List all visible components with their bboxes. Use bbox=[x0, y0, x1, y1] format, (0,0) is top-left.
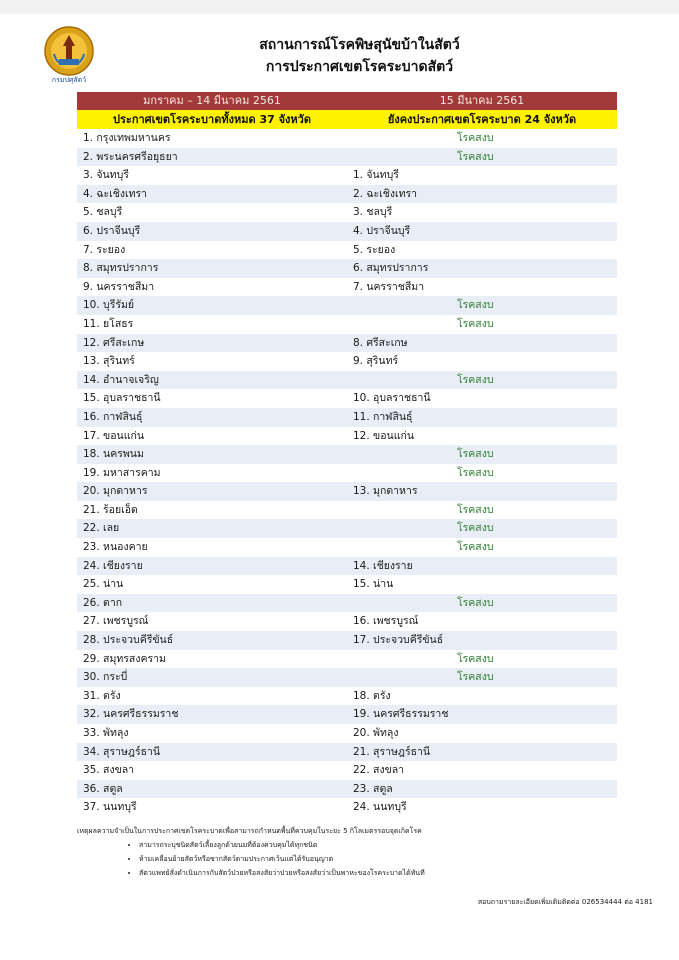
province-right-cell bbox=[347, 594, 617, 613]
status-label: โรคสงบ bbox=[457, 448, 494, 461]
province-left: 11. ยโสธร bbox=[83, 317, 134, 330]
province-right-cell bbox=[347, 687, 617, 706]
province-left: 6. ปราจีนบุรี bbox=[83, 224, 141, 237]
province-right: 16. เพชรบูรณ์ bbox=[353, 615, 419, 628]
province-left: 22. เลย bbox=[83, 522, 120, 535]
note-item: • สามารถระบุชนิดสัตว์เลี้ยงลูกด้วยนมที่ต้องควบคุมได้ทุกชนิด bbox=[139, 840, 637, 851]
table-row bbox=[77, 371, 617, 390]
province-left: 30. กระบี่ bbox=[83, 671, 128, 684]
status-label: โรคสงบ bbox=[457, 466, 494, 479]
province-right: 9. สุรินทร์ bbox=[353, 355, 399, 368]
province-left: 21. ร้อยเอ็ด bbox=[83, 503, 138, 516]
notes-section bbox=[77, 826, 637, 882]
province-left: 9. นครราชสีมา bbox=[83, 280, 155, 293]
province-right-cell bbox=[347, 482, 617, 501]
province-right: 22. สงขลา bbox=[353, 764, 405, 777]
status-label: โรคสงบ bbox=[457, 299, 494, 312]
table-row bbox=[77, 445, 617, 464]
province-right-cell bbox=[347, 427, 617, 446]
province-right: 12. ขอนแก่น bbox=[353, 429, 415, 442]
province-right-cell bbox=[347, 631, 617, 650]
date-header-row bbox=[77, 92, 617, 110]
province-right-cell bbox=[347, 557, 617, 576]
province-left: 10. บุรีรัมย์ bbox=[83, 299, 135, 312]
province-right-cell bbox=[347, 519, 617, 538]
province-right: 3. ชลบุรี bbox=[353, 206, 393, 219]
province-right: 13. มุกดาหาร bbox=[353, 485, 418, 498]
table-row bbox=[77, 427, 617, 446]
page-title: สถานการณ์โรคพิษสุนัขบ้าในสัตว์ bbox=[259, 37, 460, 53]
province-left: 4. ฉะเชิงเทรา bbox=[83, 187, 148, 200]
province-left: 23. หนองคาย bbox=[83, 541, 148, 554]
province-left: 15. อุบลราชธานี bbox=[83, 392, 161, 405]
province-left: 28. ประจวบคีรีขันธ์ bbox=[83, 634, 174, 647]
province-right: 10. อุบลราชธานี bbox=[353, 392, 431, 405]
province-right-cell bbox=[347, 408, 617, 427]
province-right: 21. สุราษฎร์ธานี bbox=[353, 745, 431, 758]
province-left: 37. นนทบุรี bbox=[83, 801, 137, 814]
province-right-cell bbox=[347, 650, 617, 669]
contact-info: สอบถามรายละเอียดเพิ่มเติมติดต่อ 026534444 ต่อ 4181 bbox=[477, 898, 653, 906]
top-strip bbox=[0, 0, 679, 14]
table-row bbox=[77, 296, 617, 315]
province-right-cell bbox=[347, 278, 617, 297]
province-left: 1. กรุงเทพมหานคร bbox=[83, 132, 171, 144]
note-item: • สัตวแพทย์สั่งดำเนินการกับสัตว์ป่วยหรือสงสัยว่าป่วยหรือสงสัยว่าเป็นพาหะของโรคระบาดได้ทันที bbox=[139, 868, 637, 879]
province-left: 18. นครพนม bbox=[83, 448, 144, 461]
province-right: 8. ศรีสะเกษ bbox=[353, 336, 408, 349]
province-left: 3. จันทบุรี bbox=[83, 169, 129, 182]
province-left: 12. ศรีสะเกษ bbox=[83, 336, 145, 349]
table-row bbox=[77, 687, 617, 706]
province-left: 31. ตรัง bbox=[83, 689, 121, 702]
province-right-cell bbox=[347, 464, 617, 483]
province-right: 17. ประจวบคีรีขันธ์ bbox=[353, 634, 444, 647]
page-subtitle: การประกาศเขตโรคระบาดสัตว์ bbox=[265, 59, 454, 75]
province-right: 6. สมุทรปราการ bbox=[353, 262, 429, 275]
province-right: 11. กาฬสินธุ์ bbox=[353, 410, 413, 423]
province-right-cell bbox=[347, 668, 617, 687]
province-left: 2. พระนครศรีอยุธยา bbox=[83, 150, 178, 163]
province-right-cell bbox=[347, 222, 617, 241]
table-row bbox=[77, 129, 617, 148]
table-row bbox=[77, 334, 617, 353]
province-right-cell bbox=[347, 389, 617, 408]
province-right-cell bbox=[347, 371, 617, 390]
province-right-cell bbox=[347, 241, 617, 260]
note-item: • ห้ามเคลื่อนย้ายสัตว์หรือซากสัตว์ตามประกาศเว้นแต่ได้รับอนุญาต bbox=[139, 854, 637, 865]
table-row bbox=[77, 408, 617, 427]
province-left: 32. นครศรีธรรมราช bbox=[83, 708, 179, 721]
province-right-cell bbox=[347, 352, 617, 371]
table-row bbox=[77, 203, 617, 222]
table-row bbox=[77, 278, 617, 297]
province-right-cell bbox=[347, 780, 617, 799]
province-right-cell bbox=[347, 575, 617, 594]
status-label: โรคสงบ bbox=[457, 522, 494, 535]
table-row bbox=[77, 668, 617, 687]
province-right-cell bbox=[347, 259, 617, 278]
province-left: 20. มุกดาหาร bbox=[83, 485, 148, 498]
province-right: 15. น่าน bbox=[353, 578, 394, 591]
province-right: 4. ปราจีนบุรี bbox=[353, 224, 411, 237]
province-right: 23. สตูล bbox=[353, 782, 393, 795]
province-right-cell bbox=[347, 166, 617, 185]
table-row bbox=[77, 557, 617, 576]
table-row bbox=[77, 185, 617, 204]
table-row bbox=[77, 352, 617, 371]
province-right-cell bbox=[347, 148, 617, 167]
province-left: 7. ระยอง bbox=[83, 243, 126, 256]
table-row bbox=[77, 743, 617, 762]
province-left: 16. กาฬสินธุ์ bbox=[83, 410, 143, 423]
table-row bbox=[77, 594, 617, 613]
status-label: โรคสงบ bbox=[457, 132, 494, 144]
province-table bbox=[77, 92, 617, 817]
table-row bbox=[77, 761, 617, 780]
province-right: 7. นครราชสีมา bbox=[353, 280, 425, 293]
province-right-cell bbox=[347, 705, 617, 724]
province-left: 35. สงขลา bbox=[83, 764, 135, 777]
table-row bbox=[77, 519, 617, 538]
province-left: 19. มหาสารคาม bbox=[83, 466, 161, 479]
province-right-cell bbox=[347, 315, 617, 334]
table-row bbox=[77, 148, 617, 167]
province-right: 19. นครศรีธรรมราช bbox=[353, 708, 449, 721]
province-right-cell bbox=[347, 761, 617, 780]
province-right: 1. จันทบุรี bbox=[353, 169, 399, 182]
province-right-cell bbox=[347, 724, 617, 743]
province-right-cell bbox=[347, 612, 617, 631]
province-right: 24. นนทบุรี bbox=[353, 801, 407, 814]
province-right: 5. ระยอง bbox=[353, 243, 396, 256]
province-left: 14. อำนาจเจริญ bbox=[83, 373, 159, 386]
status-label: โรคสงบ bbox=[457, 317, 494, 330]
province-right-cell bbox=[347, 185, 617, 204]
status-label: โรคสงบ bbox=[457, 596, 494, 609]
province-left: 5. ชลบุรี bbox=[83, 206, 123, 219]
table-row bbox=[77, 315, 617, 334]
province-left: 29. สมุทรสงคราม bbox=[83, 652, 166, 665]
province-left: 36. สตูล bbox=[83, 782, 123, 795]
province-left: 8. สมุทรปราการ bbox=[83, 262, 159, 275]
notes-list bbox=[77, 840, 637, 879]
status-label: โรคสงบ bbox=[457, 503, 494, 516]
column-heading-row bbox=[77, 110, 617, 129]
table-row bbox=[77, 575, 617, 594]
status-label: โรคสงบ bbox=[457, 541, 494, 554]
logo-lettering: กรมปศุสัตว์ bbox=[51, 76, 87, 84]
status-label: โรคสงบ bbox=[457, 373, 494, 386]
status-label: โรคสงบ bbox=[457, 150, 494, 163]
province-right: 18. ตรัง bbox=[353, 689, 391, 702]
table-row bbox=[77, 724, 617, 743]
status-label: โรคสงบ bbox=[457, 652, 494, 665]
province-right-cell bbox=[347, 129, 617, 148]
status-label: โรคสงบ bbox=[457, 671, 494, 684]
notes-intro: เหตุผลความจำเป็นในการประกาศเขตโรคระบาดเพื่อสามารถกำหนดพื้นที่ควบคุมในระยะ 5 กิโลเมตรรอบจุดเกิดโรค bbox=[77, 827, 422, 835]
province-left: 33. พัทลุง bbox=[83, 727, 129, 739]
table-row bbox=[77, 650, 617, 669]
table-row bbox=[77, 389, 617, 408]
province-right-cell bbox=[347, 203, 617, 222]
province-left: 24. เชียงราย bbox=[83, 559, 143, 572]
province-right-cell bbox=[347, 798, 617, 817]
table-row bbox=[77, 241, 617, 260]
table-row bbox=[77, 538, 617, 557]
table-body bbox=[77, 129, 617, 817]
province-right: 2. ฉะเชิงเทรา bbox=[353, 187, 418, 200]
table-row bbox=[77, 798, 617, 817]
table-row bbox=[77, 222, 617, 241]
province-right: 20. พัทลุง bbox=[353, 727, 399, 739]
table-row bbox=[77, 780, 617, 799]
province-left: 26. ตาก bbox=[83, 596, 123, 609]
col1-heading: ประกาศเขตโรคระบาดทั้งหมด 37 จังหวัด bbox=[113, 113, 311, 126]
table-row bbox=[77, 482, 617, 501]
table-row bbox=[77, 464, 617, 483]
province-left: 13. สุรินทร์ bbox=[83, 355, 135, 368]
col2-date: 15 มีนาคม 2561 bbox=[439, 94, 525, 107]
province-right-cell bbox=[347, 743, 617, 762]
province-right-cell bbox=[347, 501, 617, 520]
province-right-cell bbox=[347, 334, 617, 353]
col1-date: มกราคม – 14 มีนาคม 2561 bbox=[143, 94, 281, 107]
table-row bbox=[77, 501, 617, 520]
province-left: 25. น่าน bbox=[83, 578, 124, 591]
table-row bbox=[77, 705, 617, 724]
province-left: 17. ขอนแก่น bbox=[83, 429, 145, 442]
table-row bbox=[77, 631, 617, 650]
table-row bbox=[77, 166, 617, 185]
province-right: 14. เชียงราย bbox=[353, 559, 413, 572]
table-row bbox=[77, 259, 617, 278]
province-left: 34. สุราษฎร์ธานี bbox=[83, 745, 161, 758]
province-right-cell bbox=[347, 296, 617, 315]
table-row bbox=[77, 612, 617, 631]
province-right-cell bbox=[347, 538, 617, 557]
col2-heading: ยังคงประกาศเขตโรคระบาด 24 จังหวัด bbox=[387, 113, 577, 126]
province-left: 27. เพชรบูรณ์ bbox=[83, 615, 149, 628]
province-right-cell bbox=[347, 445, 617, 464]
